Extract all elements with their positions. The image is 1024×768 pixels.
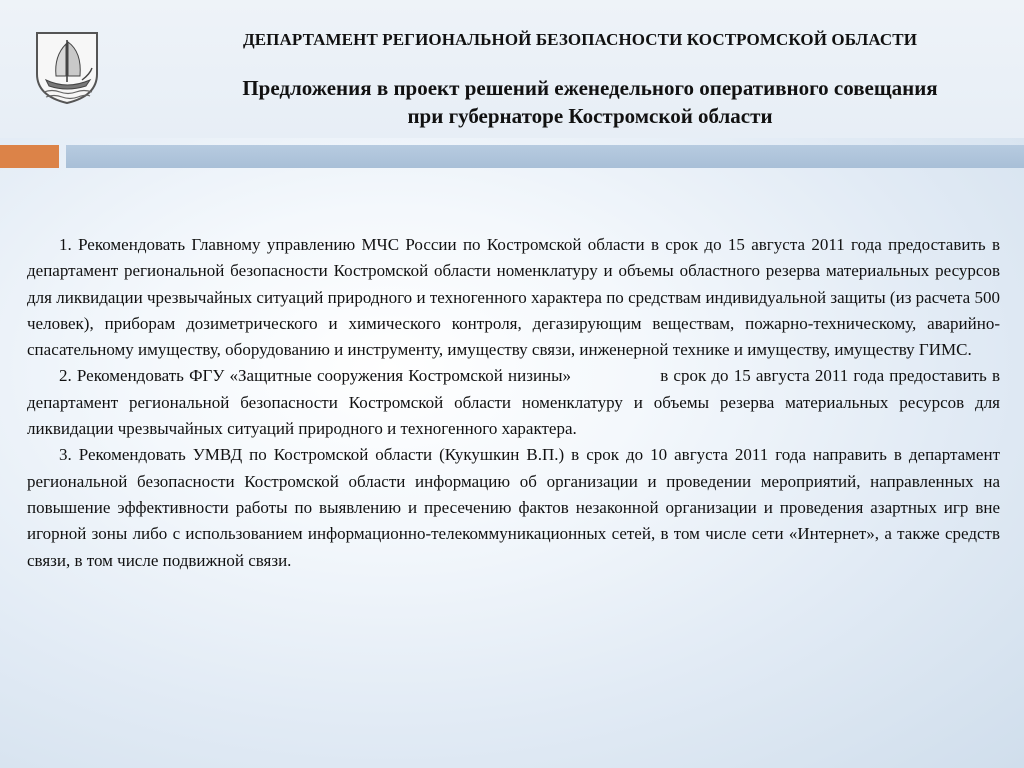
subtitle-line-1: Предложения в проект решений еженедельного оперативного совещания [242, 76, 938, 100]
kostroma-coat-of-arms-icon [34, 30, 100, 106]
recommendation-3: 3. Рекомендовать УМВД по Костромской области (Кукушкин В.П.) в срок до 10 августа 2011 года направить в департамент региональной безопасности Костромской области информацию об организации и проведении мероприятий, направленных на повышение эффективности работы по выявлению и пресечению фактов незаконной организации и проведения азартных игр вне игорной зоны либо с использованием информационно-телекоммуникационных сетей, в том числе сети «Интернет», а также средств связи, в том числе подвижной связи. [27, 445, 1000, 570]
slide-subtitle [120, 74, 1024, 130]
slide-header [0, 0, 1024, 138]
recommendation-2-start: 2. Рекомендовать ФГУ «Защитные сооружения Костромской низины» [59, 366, 572, 386]
subtitle-line-2: при губернаторе Костромской области [407, 104, 773, 128]
header-divider-bar [66, 145, 1024, 168]
accent-bar [0, 145, 59, 168]
recommendation-2-rest: в срок до 15 августа 2011 года предоставить в департамент региональной безопасности Костромской области номенклатуру и объемы резерва материальных ресурсов для ликвидации чрезвычайных ситуаций природного и техногенного характера. [27, 366, 1000, 439]
recommendation-2 [27, 363, 1000, 442]
recommendation-1: 1. Рекомендовать Главному управлению МЧС России по Костромской области в срок до 15 августа 2011 года предоставить в департамент региональной безопасности Костромской области номенклатуру и объемы областного резерва материальных ресурсов для ликвидации чрезвычайных ситуаций природного и техногенного характера по средствам индивидуальной защиты (из расчета 500 человек), приборам дозиметрического и химического контроля, дегазирующим веществам, пожарно-техническому, аварийно-спасательному имуществу, оборудованию и инструменту, имуществу связи, инженерной технике и имуществу, имуществу ГИМС. [27, 235, 1000, 360]
slide-body [27, 232, 1000, 574]
department-title: ДЕПАРТАМЕНТ РЕГИОНАЛЬНОЙ БЕЗОПАСНОСТИ КОСТРОМСКОЙ ОБЛАСТИ [242, 30, 918, 49]
